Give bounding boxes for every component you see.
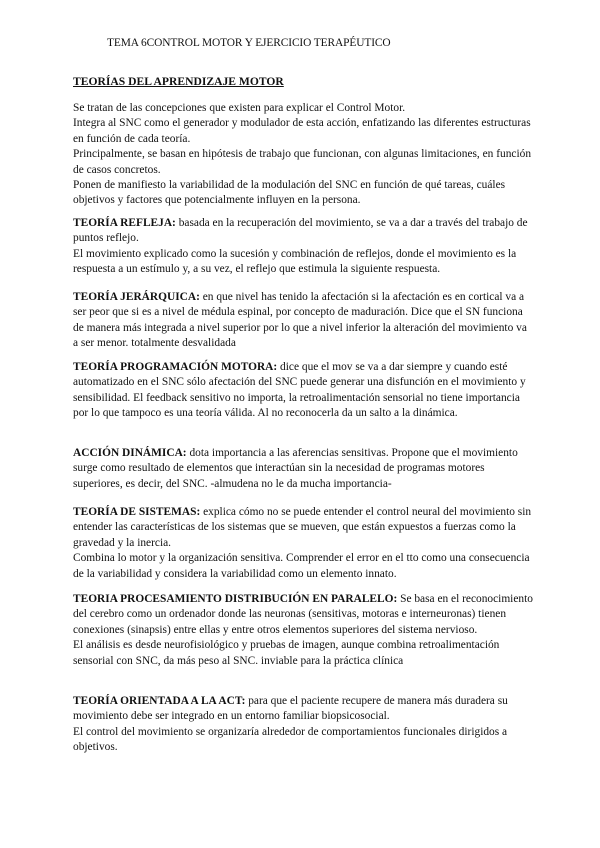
- section-heading: TEORÍAS DEL APRENDIZAJE MOTOR: [73, 75, 284, 88]
- theory-text: Se basa en el reconocimiento del cerebro como un ordenador donde las neuronas (sensitivas, motoras e interneuronas) tienen conexiones (sinapsis) entre ellas y entre otros elementos superiores del sistema nervioso.: [73, 593, 533, 636]
- theory-sistemas: [73, 505, 533, 582]
- theory-paragraph: [73, 446, 533, 492]
- theory-text: dota importancia a las aferencias sensitivas. Propone que el movimiento surge como resultado de elementos que interactúan sin la necesidad de programas motores superiores, es decir, del SNC. -almudena no le da mucha importancia-: [73, 447, 518, 490]
- theory-paragraph: [73, 505, 533, 551]
- theory-paragraph: El movimiento explicado como la sucesión y combinación de reflejos, donde el movimiento es la respuesta a un estímulo y, a su vez, el reflejo que estimula la siguiente respuesta.: [73, 247, 517, 276]
- intro-paragraph: Principalmente, se basan en hipótesis de trabajo que funcionan, con algunas limitaciones, en función de casos concretos.: [73, 148, 532, 176]
- theory-title: TEORIA PROCESAMIENTO DISTRIBUCIÓN EN PARALELO:: [73, 593, 398, 605]
- theory-refleja: [73, 216, 533, 278]
- theory-text: para que el paciente recupere de manera más duradera su movimiento debe ser integrado en un entorno familiar biopsicosocial.: [73, 695, 508, 723]
- intro-paragraph: Se tratan de las concepciones que existen para explicar el Control Motor.: [73, 102, 406, 114]
- theory-paragraph: Combina lo motor y la organización sensitiva. Comprender el error en el tto como una consecuencia de la variabilidad y considera la variabilidad como un elemento innato.: [73, 552, 530, 580]
- intro-paragraph: Integra al SNC como el generador y modulador de esta acción, enfatizando las diferentes estructuras en función de cada teoría.: [73, 117, 531, 145]
- theory-act: [73, 694, 533, 756]
- theory-title: TEORÍA PROGRAMACIÓN MOTORA:: [73, 361, 278, 373]
- theory-paragraph: [73, 694, 533, 725]
- theory-programacion: [73, 360, 533, 422]
- theory-paragraph: El control del movimiento se organizaría alrededor de comportamientos funcionales dirigidos a objetivos.: [73, 725, 508, 754]
- theory-dinamica: [73, 446, 533, 492]
- intro-block: [73, 101, 533, 209]
- theory-title: TEORÍA REFLEJA:: [73, 217, 176, 229]
- theory-paragraph: [73, 360, 533, 422]
- theory-paragraph: El análisis es desde neurofisiológico y pruebas de imagen, aunque combina retroalimentación sensorial con SNC, da más peso al SNC. inviable para la práctica clínica: [73, 639, 500, 667]
- theory-title: TEORÍA JERÁRQUICA:: [73, 291, 200, 303]
- theory-paragraph: [73, 592, 533, 638]
- theory-title: TEORÍA DE SISTEMAS:: [73, 506, 201, 518]
- theory-paralelo: [73, 592, 533, 669]
- page-header: TEMA 6CONTROL MOTOR Y EJERCICIO TERAPÉUTICO: [107, 37, 391, 49]
- theory-text: dice que el mov se va a dar siempre y cuando esté automatizado en el SNC sólo afectación del SNC puede generar una disfunción en el movimiento y sensibilidad. El feedback sensitivo no importa, la retroalimentación sensorial no tiene importancia por lo que tampoco es una teoría válida. Al no reconocerla da un salto a la dinámica.: [73, 361, 526, 420]
- theory-title: ACCIÓN DINÁMICA:: [73, 447, 187, 459]
- theory-title: TEORÍA ORIENTADA A LA ACT:: [73, 695, 246, 707]
- theory-text: en que nivel has tenido la afectación si la afectación es en cortical va a ser peor que si es a nivel de médula espinal, por concepto de maduración. Dice que el SN funciona de manera más integrada a nivel superior por lo que a nivel inferior la alteración del movimiento va a ser menor. totalmente desvalidada: [73, 291, 527, 350]
- theory-paragraph: [73, 216, 533, 247]
- theory-text: explica cómo no se puede entender el control neural del movimiento sin entender las características de los sistemas que se mueven, que están expuestos a fuerzas como la gravedad y la inercia.: [73, 506, 532, 549]
- intro-paragraph: Ponen de manifiesto la variabilidad de la modulación del SNC en función de qué tareas, cuáles objetivos y factores que potencialmente influyen en la persona.: [73, 179, 506, 207]
- theory-text: basada en la recuperación del movimiento, se va a dar a través del trabajo de puntos reflejo.: [73, 217, 528, 245]
- theory-jerarquica: [73, 290, 533, 352]
- theory-paragraph: [73, 290, 533, 352]
